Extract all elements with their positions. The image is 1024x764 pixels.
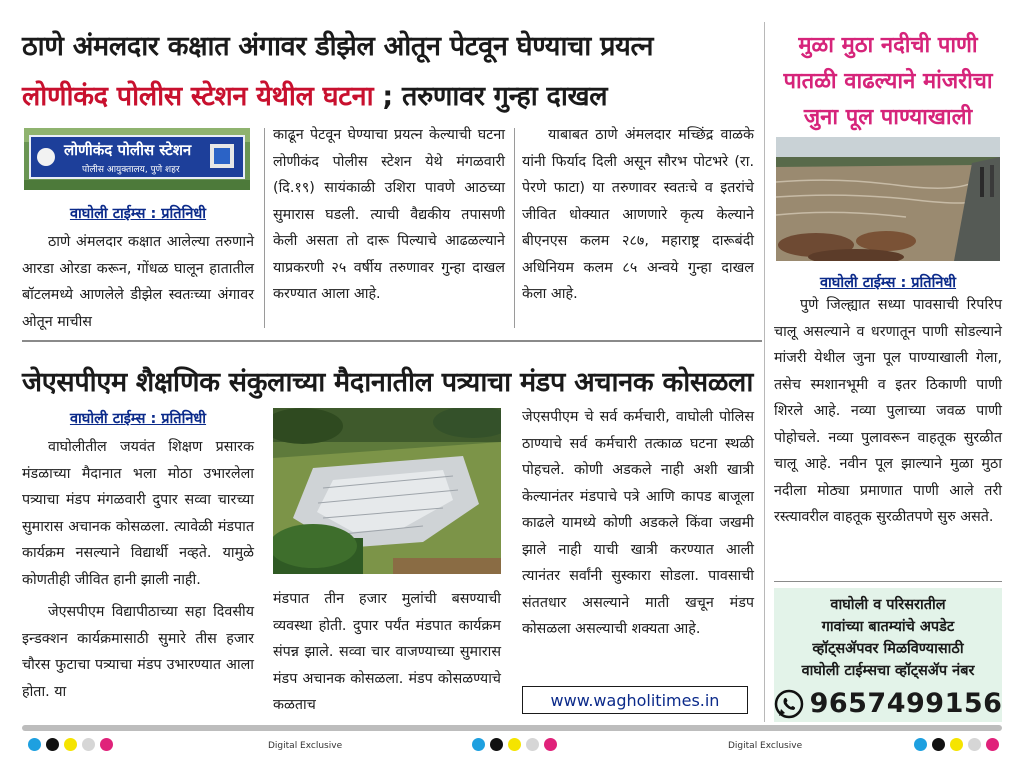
promo-phone-row — [774, 688, 1002, 719]
magenta-dot — [544, 738, 557, 751]
sidebar-byline: वाघोली टाईम्स : प्रतिनिधी — [819, 275, 957, 291]
magenta-dot — [986, 738, 999, 751]
column-rule — [264, 128, 265, 328]
article1-headline-black: ; तरुणावर गुन्हा दाखल — [373, 81, 608, 112]
collapsed-pandal-photo — [273, 408, 501, 574]
black-dot — [46, 738, 59, 751]
article1-col1: ठाणे अंमलदार कक्षात आलेल्या तरुणाने आरडा ओरडा करून, गोंधळ घालून हातातील बॉटलमध्ये आणलेले डीझेल स्वतःच्या अंगावर ओतून माचीस — [22, 234, 254, 330]
section-divider — [22, 340, 762, 342]
whatsapp-promo-box — [774, 588, 1002, 722]
article1-col3: याबाबत ठाणे अंमलदार मच्छिंद्र वाळके यांनी फिर्याद दिली असून सौरभ पोटभरे (रा. पेरणे फाटा) या तरुणावर स्वतःचे व इतरांचे जीवित धोक्यात आणणारे कृत्य केल्याने बीएनएस कलम २८७, महाराष्ट्र दारूबंदी अधिनियम कलम ८५ अन्वये गुन्हा दाखल केला आहे. — [522, 127, 754, 302]
article1-col2: काढून पेटवून घेण्याचा प्रयत्न केल्याची घटना लोणीकंद पोलीस स्टेशन येथे मंगळवारी (दि.१९) सायंकाळी उशिरा पावणे आठच्या सुमारास घडली. त्याची वैद्यकीय तपासणी केली असता तो दारू पिल्याचे आढळल्याने याप्रकरणी २५ वर्षीय तरुणावर गुन्हा दाखल करण्यात आला आहे. — [273, 127, 505, 302]
website-url[interactable]: www.wagholitimes.in — [550, 690, 720, 710]
sidebar-headline: मुळा मुठा नदीची पाणी पातळी वाढल्याने मांजरीचा जुना पूल पाण्याखाली — [783, 33, 993, 130]
promo-line4: वाघोली टाईम्सचा व्हॉट्सॲप नंबर — [801, 663, 975, 679]
grey-dot — [968, 738, 981, 751]
cyan-dot — [28, 738, 41, 751]
promo-line2: गावांच्या बातम्यांचे अपडेट — [821, 619, 955, 635]
magenta-dot — [100, 738, 113, 751]
article2-col1 — [22, 434, 254, 705]
footer-label-right: Digital Exclusive — [728, 741, 803, 751]
grey-dot — [82, 738, 95, 751]
cyan-dot — [914, 738, 927, 751]
article1-headline-line2 — [22, 76, 607, 113]
column-rule — [514, 128, 515, 328]
footer-bar — [22, 725, 1002, 731]
sidebar-divider — [774, 581, 1002, 582]
website-box — [522, 686, 748, 714]
article1-byline: वाघोली टाईम्स : प्रतिनिधी — [69, 206, 207, 222]
sidebar-body: पुणे जिल्ह्यात सध्या पावसाची रिपरिप चालू असल्याने व धरणातून पाणी सोडल्याने मांजरी येथील जुना पूल पाण्याखाली गेला, तसेच स्मशानभूमी व इतर ठिकाणी पाणी शिरले आहे. नव्या पुलाच्या जवळ पाणी पोहोचले. नव्या पुलावरून वाहतूक सुरळीत चालू आहे. नवीन पूल झाल्याने मुळा मुठा नदीला मोठ्या प्रमाणात पाणी आले तरी रस्त्यावरील वाहतूक सुरळीतपणे सुरु असते. — [774, 297, 1002, 525]
police-station-sign-title: लोणीकंद पोलीस स्टेशन — [64, 141, 192, 159]
black-dot — [932, 738, 945, 751]
river-bridge-photo-graphic — [776, 137, 1000, 261]
yellow-dot — [64, 738, 77, 751]
yellow-dot — [508, 738, 521, 751]
article1-headline-line1: ठाणे अंमलदार कक्षात अंगावर डीझेल ओतून पेटवून घेण्याचा प्रयत्न — [22, 31, 654, 62]
article2-headline: जेएसपीएम शैक्षणिक संकुलाच्या मैदानातील पत्र्याचा मंडप अचानक कोसळला — [22, 367, 754, 398]
whatsapp-icon — [774, 689, 804, 719]
collapsed-pandal-photo-graphic — [273, 408, 501, 574]
footer-label-left: Digital Exclusive — [268, 741, 343, 751]
river-bridge-photo — [776, 137, 1000, 261]
black-dot — [490, 738, 503, 751]
article2-col3: जेएसपीएम चे सर्व कर्मचारी, वाघोली पोलिस ठाण्याचे सर्व कर्मचारी तत्काळ घटना स्थळी पोहचले. कोणी अडकले नाही अशी खात्री केल्यानंतर मंडपाचे पत्रे आणि कापड बाजूला काढले यामध्ये कोणी अडकले किंवा जखमी झाले नाही याची खात्री करण्यात आली त्यानंतर सर्वांनी सुस्कारा सोडला. पावसाची संततधार असल्याने माती खचून मंडप कोसळला असल्याची शक्यता आहे. — [522, 409, 754, 637]
promo-line3: व्हॉट्सॲपवर मिळविण्यासाठी — [812, 641, 964, 657]
promo-phone-number[interactable]: 9657499156 — [809, 688, 1003, 719]
sidebar-separator — [764, 22, 765, 722]
article2-byline: वाघोली टाईम्स : प्रतिनिधी — [69, 411, 207, 427]
yellow-dot — [950, 738, 963, 751]
grey-dot — [526, 738, 539, 751]
police-station-photo — [24, 128, 250, 190]
police-station-sign-subtitle: पोलीस आयुक्तालय, पुणे शहर — [82, 165, 180, 175]
article2-col1-para1: वाघोलीतील जयवंत शिक्षण प्रसारक मंडळाच्या मैदानात भला मोठा उभारलेला पत्र्याचा मंडप मंगळवारी दुपार सव्वा चारच्या सुमारास अचानक कोसळला. त्यावेळी मंडपात कार्यक्रम नसल्याने विद्यार्थी नव्हते. यामुळे कोणतीही जीवित हानी झाली नाही. — [22, 439, 254, 588]
cyan-dot — [472, 738, 485, 751]
promo-line1: वाघोली व परिसरातील — [830, 597, 946, 613]
article2-col1-para2: जेएसपीएम विद्यापीठाच्या सहा दिवसीय इन्डक्शन कार्यक्रमासाठी सुमारे तीस हजार चौरस फुटाचा पत्र्याचा मंडप उभारण्यात आला होता. या — [22, 604, 254, 700]
article2-col2: मंडपात तीन हजार मुलांची बसण्याची व्यवस्था होती. दुपार पर्यंत मंडपात कार्यक्रम संपन्न झाले. सव्वा चार वाजण्याच्या सुमारास मंडप अचानक कोसळला. मंडप कोसळण्याचे कळताच — [273, 591, 501, 713]
article1-headline-red: लोणीकंद पोलीस स्टेशन येथील घटना — [22, 81, 374, 112]
